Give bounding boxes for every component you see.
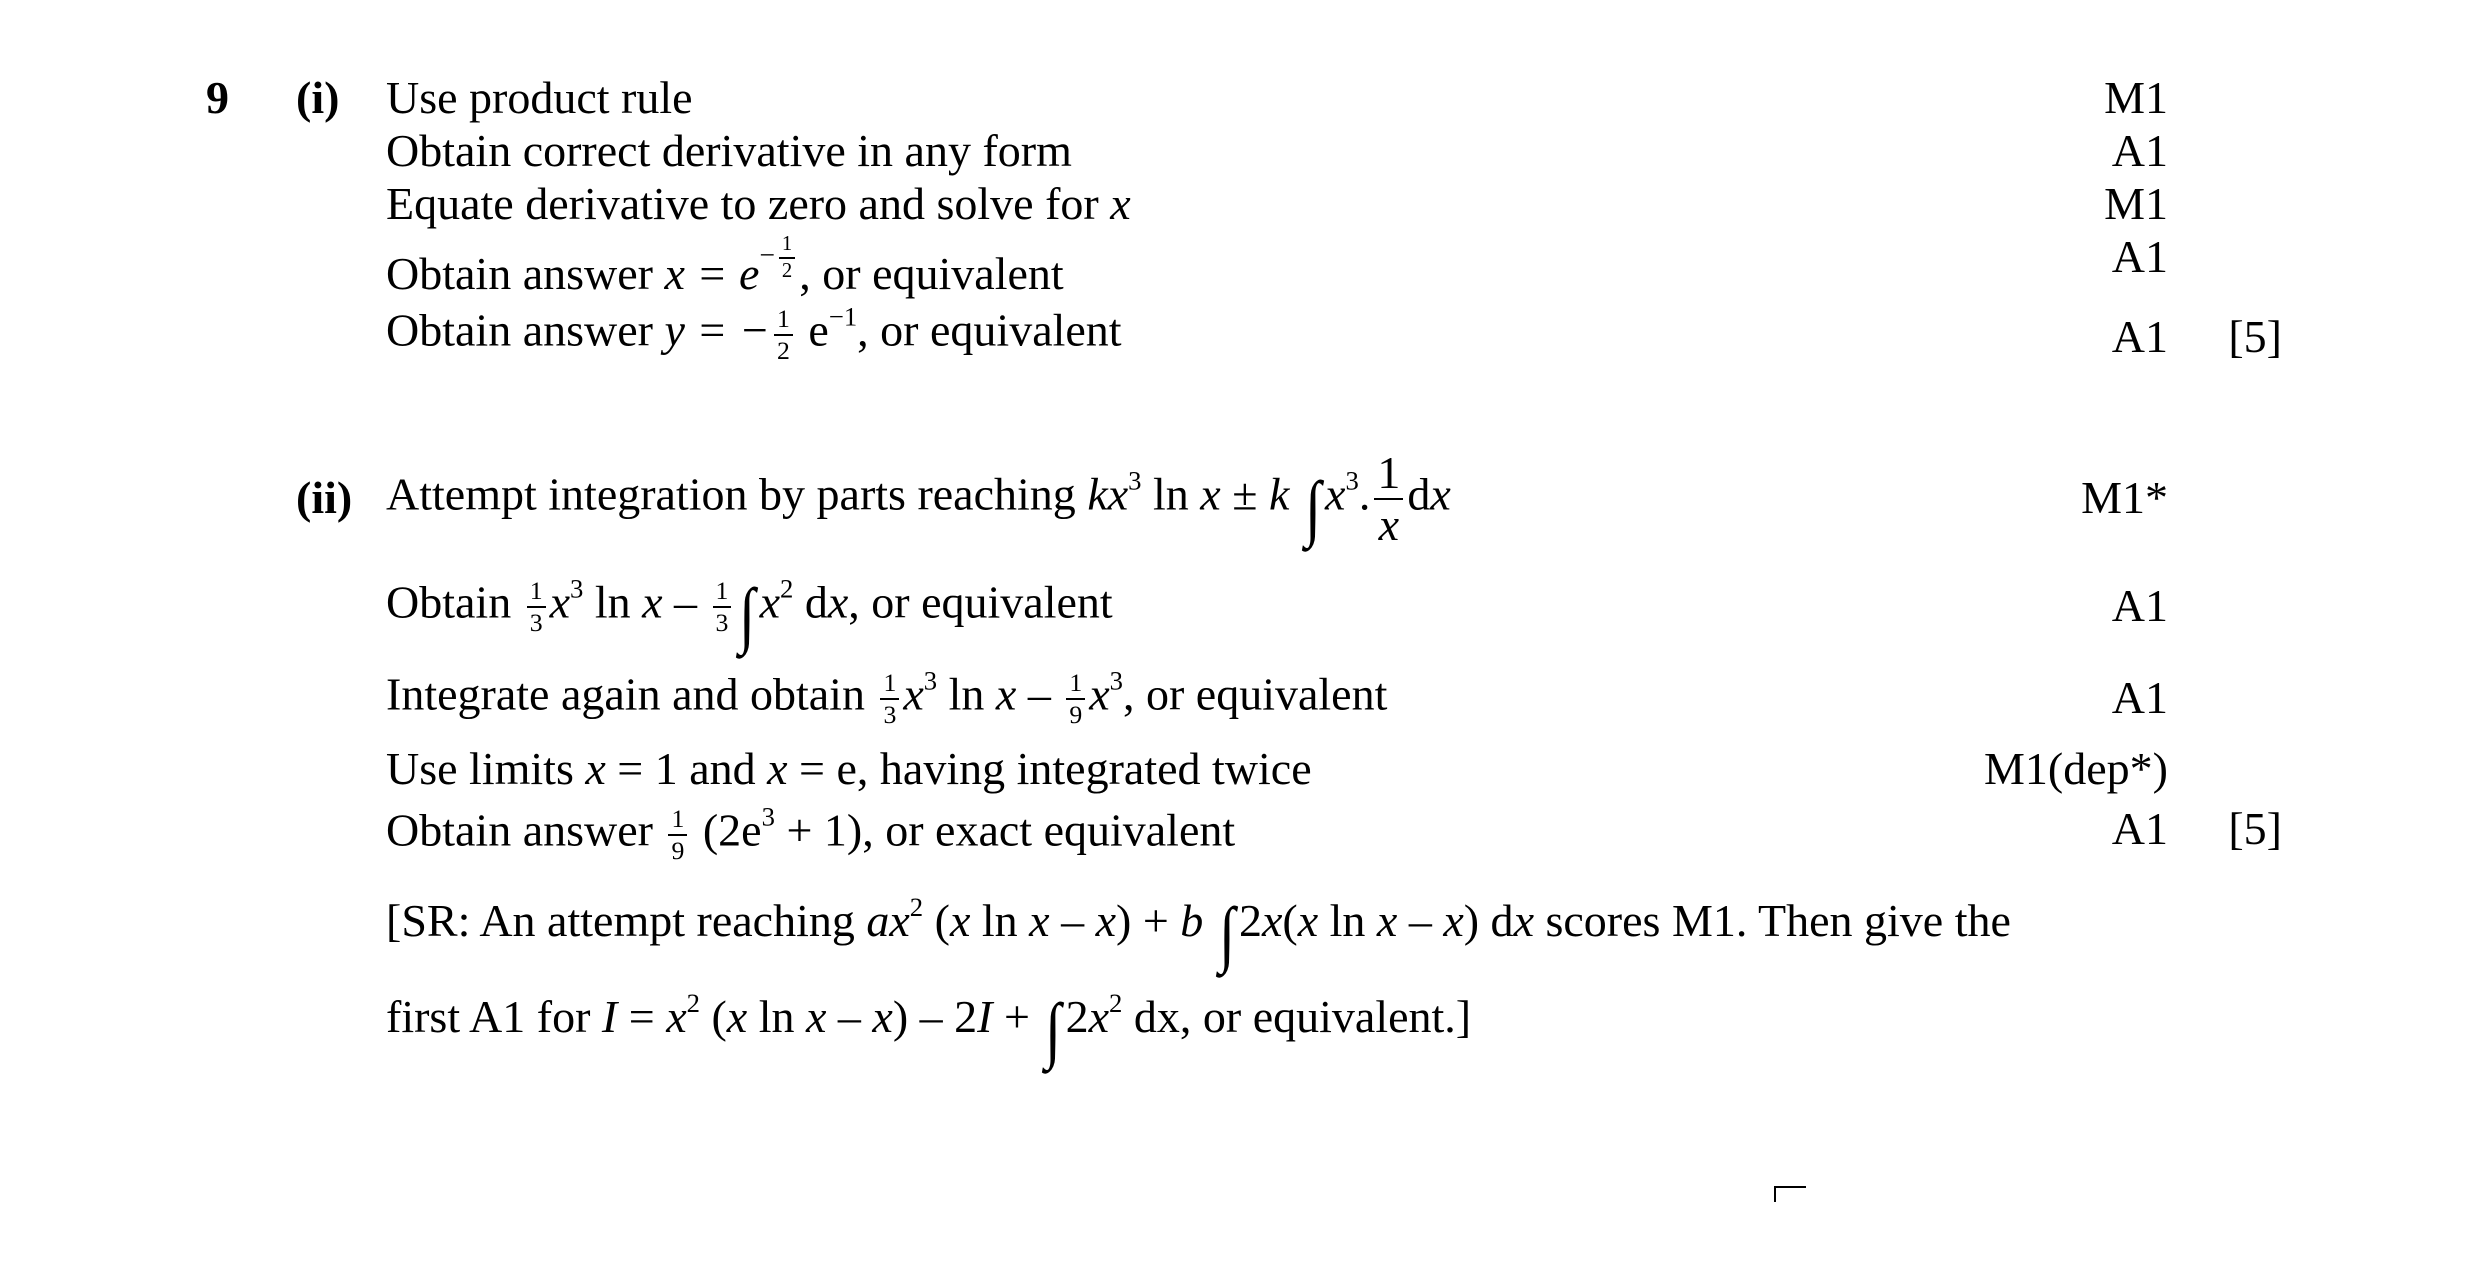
part-i-total: [5] [2228,311,2282,362]
ii-row-2-prefix: Obtain [386,576,523,628]
row-5-prefix: Obtain answer [386,304,665,356]
part-ii-mark-3: A1 [2111,672,2168,723]
part-ii-row-5: Obtain answer $\frac{1}{9}$ $(2e^3 + 1)$, or exact equivalent [386,801,1236,865]
row-3-text: Equate derivative to zero and solve for [386,178,1111,229]
ii-row-5-fraction: $\frac{1}{9}$ [668,806,687,864]
part-i-mark-4: A1 [2111,231,2168,282]
question-number: 9 [206,72,229,123]
corner-mark [1774,1186,1806,1202]
part-ii-mark-1: M1* [2081,472,2168,523]
part-i-row-4 [386,234,1064,297]
part-i-mark-2: A1 [2111,125,2168,176]
row-4-suffix: , or equivalent [799,247,1064,299]
sr-note-line-1: [SR: An attempt reaching $ax^2$ (x ln x – x) + b ∫2x(x ln x – x) dx scores M1. Then give the [386,892,2011,975]
part-ii-row-3: Integrate again and obtain $\frac{1}{3}$ $x^3$ ln x – $\frac{1}{9}$ $x^3$, or equivalent [386,665,1388,729]
part-i-row-2: Obtain correct derivative in any form [386,125,1072,176]
row-3-var: x [1110,178,1131,229]
row-5-fraction: $\frac{1}{2}$ [774,306,793,364]
row-5-suffix: , or equivalent [857,304,1122,356]
part-ii-row-1: Attempt integration by parts reaching $kx^3$ ln x ± k $\int x^3$. $\frac{1}{x}$ dx [386,447,1451,550]
row-4-exponent: − $\frac{1}{2}$ [759,234,799,281]
part-i-row-3 [386,178,1131,229]
ii-row-2-suffix: , or equivalent [848,576,1113,628]
row-4-prefix: Obtain answer [386,247,665,299]
part-i-label: (i) [296,72,340,123]
part-i-row-5: Obtain answer y = − $\frac{1}{2}$ $e^{-1}$, or equivalent [386,301,1122,365]
row-5-lhs: y = − [664,304,770,356]
part-ii-mark-2: A1 [2111,580,2168,631]
ii-row-3-prefix: Integrate again and obtain [386,668,877,720]
part-ii-label: (ii) [296,472,353,523]
part-ii-mark-4: M1(dep*) [1984,743,2168,794]
part-i-mark-3: M1 [2104,178,2168,229]
part-ii-total: [5] [2228,803,2282,854]
sr-note-line-2: first A1 for $I = x^2$ (x $\ln x - x) - 2I + \int 2x^2$ dx, or equivalent.] [386,988,1472,1071]
row-4-lhs: x = e [664,247,760,299]
part-ii-row-2: Obtain $\frac{1}{3}$ $x^3$ ln x – $\frac{1}{3}$ $\int x^2$ dx, or equivalent [386,573,1113,656]
ii-row-3-suffix: , or equivalent [1122,668,1388,720]
part-i-mark-5: A1 [2111,311,2168,362]
part-i-row-1: Use product rule [386,72,693,123]
part-i-mark-1: M1 [2104,72,2168,123]
ii-row-1-prefix: Attempt integration by parts reaching [386,468,1088,520]
part-ii-row-4: Use limits x = 1 and x = e, having integrated twice [386,743,1312,794]
part-ii-mark-5: A1 [2111,803,2168,854]
